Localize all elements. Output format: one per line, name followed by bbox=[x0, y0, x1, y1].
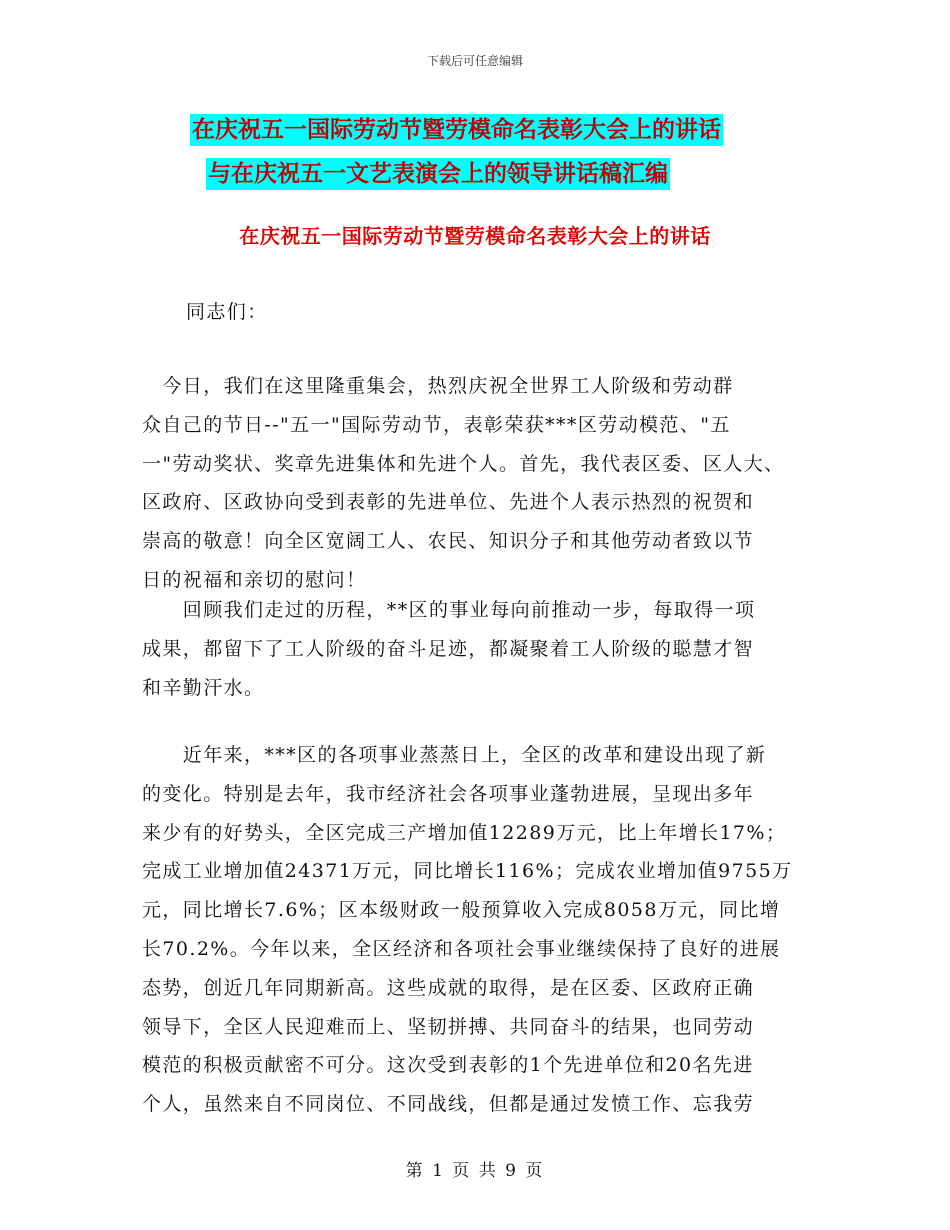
paragraph-1 bbox=[142, 367, 822, 600]
paragraph-line: 长70.2%。今年以来，全区经济和各项社会事业继续保持了良好的进展 bbox=[142, 937, 781, 960]
paragraph-line: 日的祝福和亲切的慰问！ bbox=[142, 568, 367, 591]
paragraph-line: 个人，虽然来自不同岗位、不同战线，但都是通过发愤工作、忘我劳 bbox=[142, 1093, 755, 1116]
page-footer: 第 1 页 共 9 页 bbox=[405, 1161, 545, 1181]
paragraph-line: 模范的积极贡献密不可分。这次受到表彰的1个先进单位和20名先进 bbox=[142, 1054, 754, 1077]
greeting: 同志们： bbox=[186, 301, 268, 323]
paragraph-line: 元，同比增长7.6%；区本级财政一般预算收入完成8058万元，同比增 bbox=[142, 899, 781, 922]
paragraph-line: 完成工业增加值24371万元，同比增长116%；完成农业增加值9755万 bbox=[142, 860, 793, 883]
paragraph-line: 成果，都留下了工人阶级的奋斗足迹，都凝聚着工人阶级的聪慧才智 bbox=[142, 637, 755, 660]
paragraph-line: 一"劳动奖状、奖章先进集体和先进个人。首先，我代表区委、区人大、 bbox=[142, 452, 785, 475]
paragraph-line: 领导下，全区人民迎难而上、坚韧拼搏、共同奋斗的结果，也同劳动 bbox=[142, 1015, 755, 1038]
paragraph-3 bbox=[142, 736, 822, 1124]
document-title-line-1: 在庆祝五一国际劳动节暨劳模命名表彰大会上的讲话 bbox=[190, 114, 723, 146]
paragraph-line: 崇高的敬意！向全区宽阔工人、农民、知识分子和其他劳动者致以节 bbox=[142, 530, 755, 553]
paragraph-line: 今日，我们在这里隆重集会，热烈庆祝全世界工人阶级和劳动群 bbox=[142, 375, 734, 397]
paragraph-line: 和辛勤汗水。 bbox=[142, 676, 265, 699]
paragraph-line: 众自己的节日--"五一"国际劳动节，表彰荣获***区劳动模范、"五 bbox=[142, 413, 731, 436]
document-title-line-2: 与在庆祝五一文艺表演会上的领导讲话稿汇编 bbox=[206, 158, 670, 190]
paragraph-line: 来少有的好势头，全区完成三产增加值12289万元，比上年增长17%； bbox=[142, 821, 787, 844]
paragraph-line: 回顾我们走过的历程，**区的事业每向前推动一步，每取得一项 bbox=[142, 599, 756, 621]
paragraph-line: 区政府、区政协向受到表彰的先进单位、先进个人表示热烈的祝贺和 bbox=[142, 491, 755, 514]
paragraph-2 bbox=[142, 591, 822, 707]
paragraph-line: 态势，创近几年同期新高。这些成就的取得，是在区委、区政府正确 bbox=[142, 976, 755, 999]
paragraph-line: 的变化。特别是去年，我市经济社会各项事业蓬勃进展，呈现出多年 bbox=[142, 782, 755, 805]
header-note: 下载后可任意编辑 bbox=[426, 54, 523, 68]
paragraph-line: 近年来，***区的各项事业蒸蒸日上，全区的改革和建设出现了新 bbox=[142, 744, 767, 766]
section-title: 在庆祝五一国际劳动节暨劳模命名表彰大会上的讲话 bbox=[239, 224, 711, 248]
